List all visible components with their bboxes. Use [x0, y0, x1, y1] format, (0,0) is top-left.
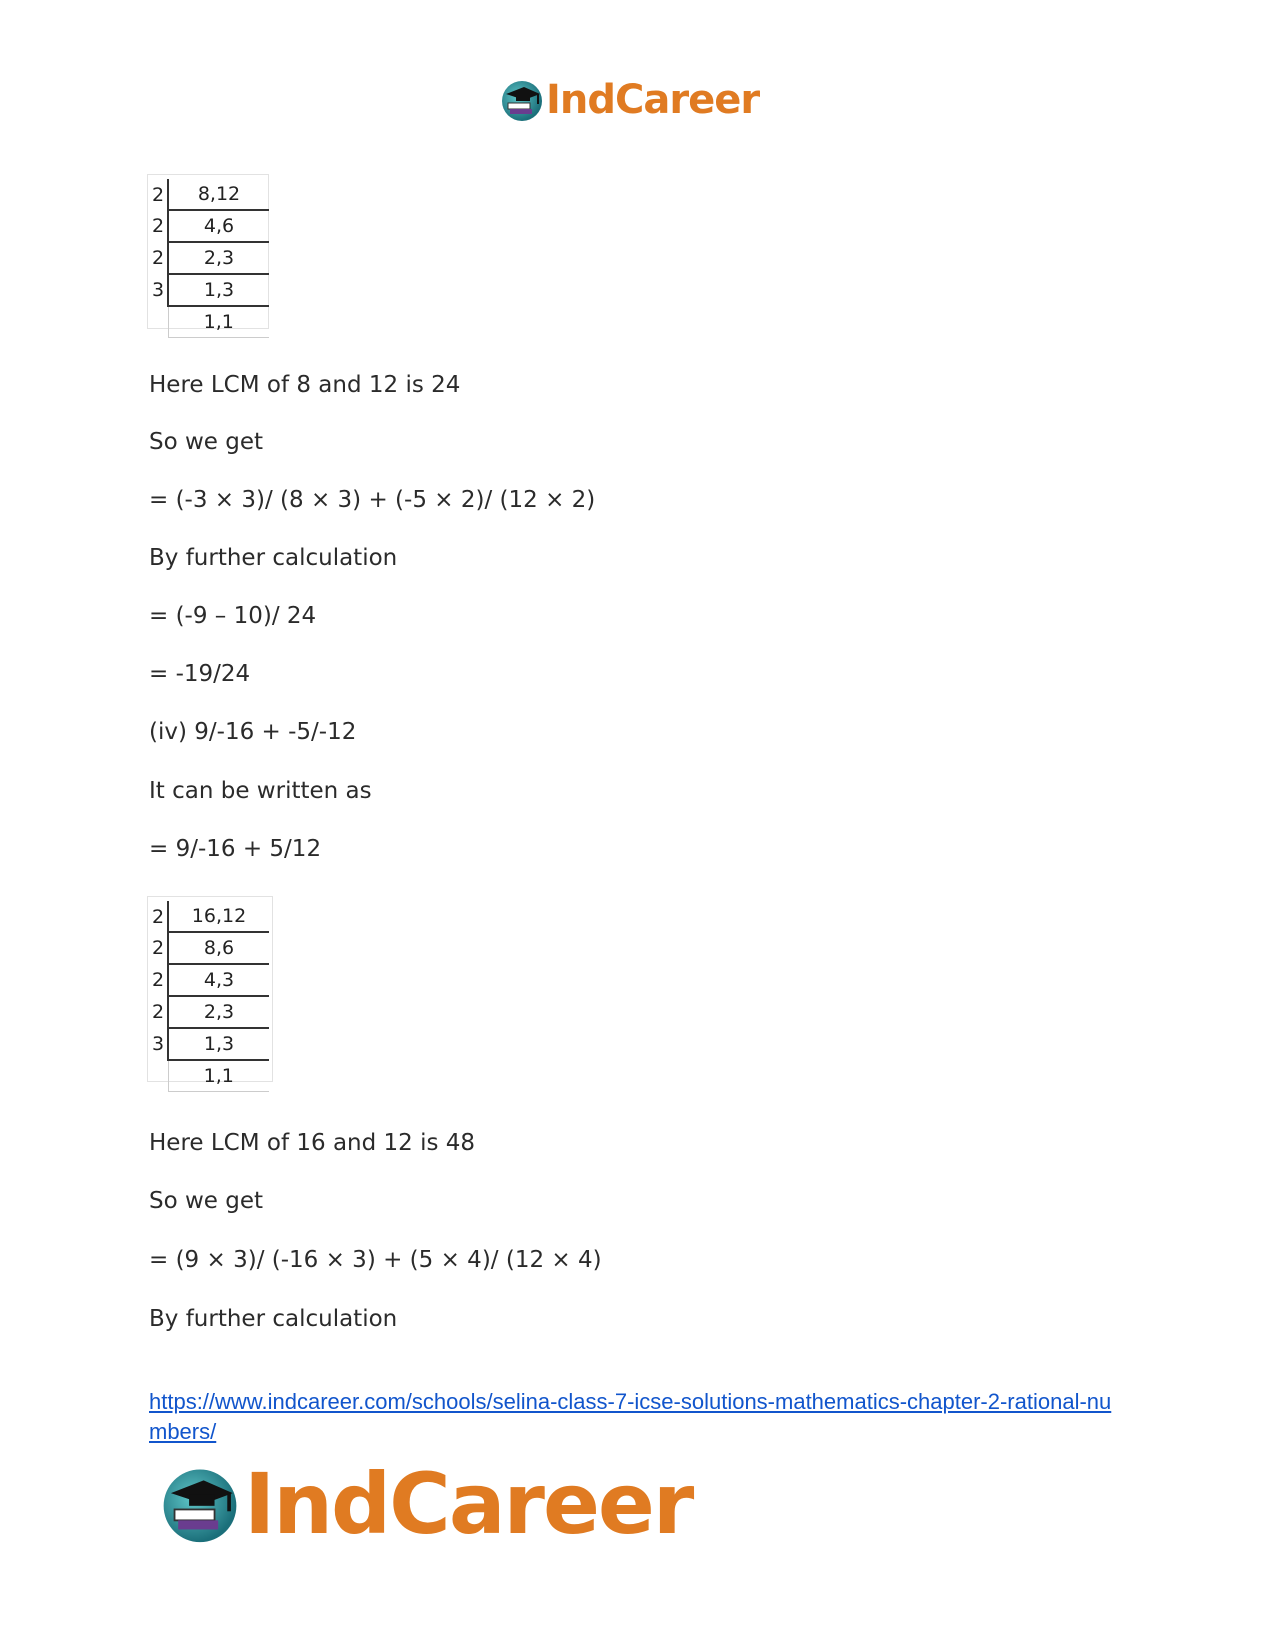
ladder-value: 4,3: [168, 964, 269, 996]
text-line: It can be written as: [149, 778, 372, 804]
text-line: = (-9 – 10)/ 24: [149, 603, 317, 629]
ladder-value: 8,6: [168, 932, 269, 964]
graduation-cap-books-icon: [500, 78, 544, 122]
graduation-cap-books-icon: [160, 1464, 240, 1544]
ladder-value: 16,12: [168, 901, 269, 932]
ladder-value: 4,6: [168, 210, 269, 242]
ladder-divisor: [149, 306, 168, 338]
ladder-value: 8,12: [168, 179, 269, 210]
ladder-row: [149, 306, 269, 338]
text-line: By further calculation: [149, 545, 398, 571]
ladder-divisor: 2: [149, 932, 168, 964]
logo-text: IndCareer: [244, 1455, 693, 1553]
ladder-value: 1,1: [168, 1060, 269, 1092]
text-line: So we get: [149, 429, 264, 455]
ladder-divisor: 2: [149, 901, 168, 932]
text-line: (iv) 9/-16 + -5/-12: [149, 719, 357, 745]
ladder-row: [149, 996, 269, 1028]
ladder-value: 1,3: [168, 1028, 269, 1060]
ladder-row: [149, 964, 269, 996]
text-line: = -19/24: [149, 661, 251, 687]
ladder-divisor: 2: [149, 964, 168, 996]
ladder-divisor: 2: [149, 210, 168, 242]
ladder-row: [149, 901, 269, 932]
ladder-row: [149, 932, 269, 964]
text-line: = 9/-16 + 5/12: [149, 836, 322, 862]
ladder-row: [149, 1028, 269, 1060]
ladder-value: 2,3: [168, 242, 269, 274]
ladder-divisor: [149, 1060, 168, 1092]
source-link[interactable]: https://www.indcareer.com/schools/selina-class-7-icse-solutions-mathematics-chapter-2-rational-numbers/: [149, 1389, 1112, 1444]
text-line: = (-3 × 3)/ (8 × 3) + (-5 × 2)/ (12 × 2): [149, 487, 596, 513]
lcm-division-ladder-2: [149, 901, 269, 1092]
text-line: = (9 × 3)/ (-16 × 3) + (5 × 4)/ (12 × 4): [149, 1247, 602, 1273]
ladder-value: 1,3: [168, 274, 269, 306]
ladder-row: [149, 179, 269, 210]
ladder-divisor: 2: [149, 242, 168, 274]
ladder-row: [149, 1060, 269, 1092]
ladder-row: [149, 242, 269, 274]
text-line: By further calculation: [149, 1306, 398, 1332]
logo-text: IndCareer: [546, 77, 760, 123]
ladder-divisor: 3: [149, 274, 168, 306]
ladder-divisor: 2: [149, 996, 168, 1028]
lcm-division-ladder-1: [149, 179, 269, 338]
ladder-row: [149, 210, 269, 242]
text-line: Here LCM of 16 and 12 is 48: [149, 1130, 476, 1156]
text-line: So we get: [149, 1188, 264, 1214]
ladder-divisor: 2: [149, 179, 168, 210]
ladder-value: 1,1: [168, 306, 269, 338]
ladder-divisor: 3: [149, 1028, 168, 1060]
text-line: Here LCM of 8 and 12 is 24: [149, 372, 461, 398]
ladder-row: [149, 274, 269, 306]
header-logo: [500, 78, 759, 122]
footer-logo: [160, 1455, 693, 1553]
ladder-value: 2,3: [168, 996, 269, 1028]
